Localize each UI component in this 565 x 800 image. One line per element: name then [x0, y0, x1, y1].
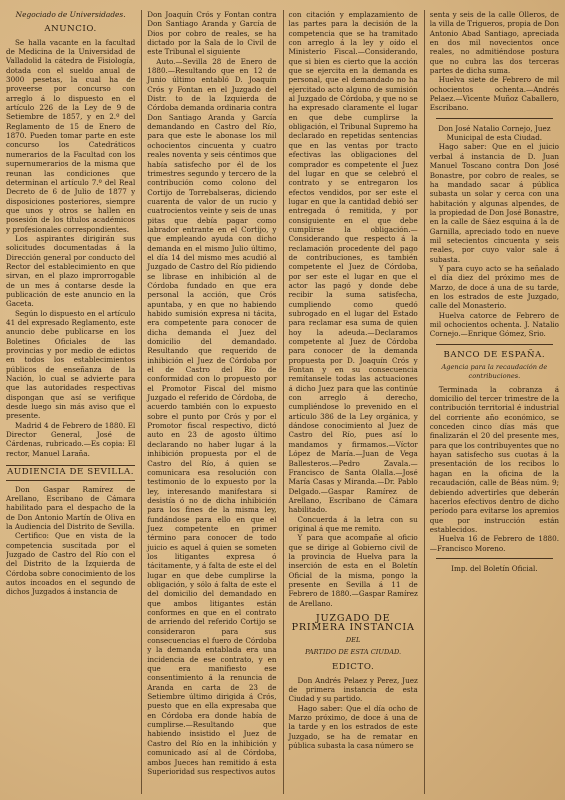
text-paragraph: Y para cuyo acto se ha señalado el día diez del próximo mes de Marzo, de doce á una de su tarde, en los estrados de este Juzgado, calle del Monasterio. — [429, 263, 559, 311]
text-paragraph: con citación y emplazamiento de las partes para la decisión de la competencia que se ha tramitado con arreglo á la ley y oído el Ministerio Fiscal.—Considerando, que si bien es cierto que la acción que se ejercita en la demanda es personal, que el demandado no ha ejercitado acto alguno de sumisión al Juzgado de Córdoba, y que no se ha expresado claramente el lugar en que debe cumplirse la obligación, el Tribunal Supremo ha declarado en repetidas sentencias que en las ventas por tracto efectivas las obligaciones del comprador es competente el Juez del lugar en que se celebró el contrato y se entregaron los efectos vendidos, por ser este el lugar en que la cantidad debió ser entregada ó remitida, y por consiguiente en el que debe cumplirse la obligación.—Considerando que respecto á la reclamación procedente del pago de contribuciones, es también competente el Juez de Córdoba, por ser este el lugar en que el actor las pagó y donde debe recibir la suma satisfecha, cumpliendo como quedó subrogado en el lugar del Estado para reclamar esa suma de quien hoy la adeuda.—Declaramos competente al Juez de Córdoba para conocer de la demanda propuesta por D. Joaquín Crós y Fontan y en su consecuencia remítansele todas las actuaciones á dicho Juez para que las continúe con arreglo á derecho, cumpliéndose lo prevenido en el artículo 386 de la Ley orgánica, y dándose conocimiento al Juez de Castro del Río, pues así lo mandamos y firmamos.—Víctor López de María.—Juan de Vega Ballesteros.—Pedro Zavala.—Francisco de Santa Olalla.—José María Casas y Miranda.—Dr. Pablo Delgado.—Gaspar Ramírez de Arellano, Escribano de Cámara habilitado. — [288, 10, 418, 515]
section-subtitle: DEL — [345, 635, 361, 644]
text-paragraph: Se halla vacante en la facultad de Medicina de la Universidad de Valladolid la cátedra de Fisiología, dotada con el sueldo anual de 3000 pesetas, la cual ha de proveerse por concurso con arreglo á lo dispuesto en el artículo 226 de la Ley de 9 de Setiembre de 1857, y en 2.º del Reglamento de 15 de Enero de 1870. Pueden tomar parte en este concurso los Catedráticos numerarios de la Facultad con los supernumerarios de la misma que reunan las condiciones que determinan el artículo 7.º del Real Decreto de 6 de Julio de 1877 y disposiciones posteriores, siempre que unos y otros se hallen en posesión de los títulos académicos y profesionales correspondientes. — [6, 37, 136, 234]
section-subtitle: PARTIDO DE ESTA CIUDAD. — [305, 648, 402, 657]
section-title: AUDIENCIA DE SEVILLA. — [6, 465, 135, 480]
text-paragraph: Y para que acompañe al oficio que se dirige al Gobierno civil de la provincia de Huelva para la inserción de esta en el Boletín Oficial de la misma, pongo la presente en Sevilla á 11 de Febrero de 1880.—Gaspar Ramírez de Arellano. — [288, 533, 418, 608]
text-paragraph: Hago saber: Que en el juicio verbal á instancia de D. Juan Manuel Toscano contra Don José Bonastre, por cobro de reales, se ha mandado sacar á pública subasta un solar y cerca con una habitación y algunas alpendes, de la propiedad de Don José Bonastre, en la calle de Sáez esquina á la de Garnilla, apreciado todo en nueve mil setecientos cincuenta y seis reales, por cuyo valor sale á subasta. — [429, 142, 559, 264]
text-paragraph: Huelva siete de Febrero de mil ochocientos ochenta.—Andrés Pelaez.—Vicente Muñoz Caballero, Escribano. — [429, 75, 559, 113]
text-paragraph: Concuerda á la letra con su original á que me remito. — [288, 514, 418, 533]
section-title: JUZGADO DE PRIMERA INSTANCIA — [291, 613, 415, 634]
department-heading: Negociado de Universidades. — [15, 10, 126, 19]
notice-heading: Imp. del Boletín Oficial. — [451, 563, 538, 573]
text-paragraph: Madrid 4 de Febrero de 1880. El Director General, José de Cárdenas, rubricado.—Es copia: El rector, Manuel Laraña. — [6, 420, 136, 458]
text-paragraph: Certifico: Que en vista de la competencia suscitada por el Juzgado de Castro del Río con el del Distrito de la Izquierda de Córdoba sobre conocimiento de los autos incoados en el segundo de dichos Juzgados á instancia de — [6, 531, 136, 597]
text-paragraph: Terminada la cobranza á domicilio del tercer trimestre de la contribución territorial é industrial del corriente año económico, se conceden cinco días más que finalizarán el 20 del presente mes, para que los contribuyentes que no hayan satisfecho sus cuotas á la presentación de los recibos lo hagan en la oficina de la recaudación, calle de Béas núm. 9; debiendo advertirles que deberán hacerlos efectivos dentro de dicho período para evitarse los apremios que por instrucción están establecidos. — [429, 384, 559, 534]
text-paragraph: Según lo dispuesto en el artículo 41 del expresado Reglamento, este anuncio debe publicarse en los Boletines Oficiales de las provincias y por medio de edictos en todos los establecimientos públicos de enseñanza de la Nación, lo cual se advierte para que las autoridades respectivas dispongan que así se verifique desde luego sin más aviso que el presente. — [6, 308, 136, 421]
section-divider — [436, 118, 553, 119]
text-paragraph: Los aspirantes dirigirán sus solicitudes documentadas á la Dirección general por conducto del Rector del establecimiento en que sirvan, en el plazo improrrogable de un mes á contarse desde la publicación de este anuncio en la Gaceta. — [6, 233, 136, 309]
column-1 — [6, 10, 135, 794]
text-paragraph: Huelva catorce de Febrero de mil ochocientos ochenta. J. Natalio Cornejo.—Enrique Gómez, Srio. — [429, 310, 559, 339]
column-3 — [283, 10, 418, 794]
column-2 — [141, 10, 276, 794]
text-paragraph: Hago saber: Que el día ocho de Marzo próximo, de doce á una de la tarde y en los estrados de este Juzgado, se ha de rematar en pública subasta la casa número se — [288, 703, 418, 751]
section-title: ANUNCIO. — [44, 24, 97, 35]
section-title: BANCO DE ESPAÑA. — [443, 349, 546, 360]
columns — [6, 10, 559, 794]
section-subtitle: Agencia para la recaudación de contribuciones. — [441, 363, 548, 381]
text-paragraph: Don Andrés Pelaez y Perez, Juez de primera instancia de esta Ciudad y su partido. — [288, 675, 418, 704]
text-paragraph: Don Gaspar Ramírez de Arellano, Escribano de Cámara habilitado para el despacho de la de Don Antonio Martín de Oliva en la Audiencia del Distrito de Sevilla. — [6, 484, 136, 531]
notice-heading: Don José Natalio Cornejo, Juez Municipal de esta Ciudad. — [438, 123, 551, 143]
column-4 — [424, 10, 559, 794]
section-title: EDICTO. — [331, 662, 375, 673]
text-paragraph: Don Joaquín Crós y Fontan contra Don Santiago Aranda y García de Dios por cobro de reales, se ha dictado por la Sala de lo Civil de este Tribunal el siguiente — [147, 10, 277, 57]
text-paragraph: Huelva 16 de Febrero de 1880.—Francisco Moreno. — [429, 534, 559, 553]
text-paragraph: senta y seis de la calle Olleros, de la villa de Trigueros, propia de Don Antonio Abad Santiago, apreciada en dos mil novecientos once reales, no admitiéndose postura que no cubra las dos terceras partes de dicha suma. — [429, 10, 559, 76]
text-paragraph: Auto.—Sevilla 28 de Enero de 1880.—Resultando que en 12 de Junio último entabló D. Joaquín Crós y Fontan en el Juzgado del Distr. to de la Izquierda de Córdoba demanda ordinaria contra Don Santiago Aranda y García demandando en Castro del Río, para que este le abonase los mil ochocientos cincuenta y cuatro reales noventa y seis céntimos que había satisfecho por él de los trimestres segundo y tercero de la contribución como colono del Cortijo de Torrebalseras, diciendo cuarenta de valor de un rucio y cuatrocientos veinte y seis de unas pitas que debía pagar como labrador entrante en el Cortijo, y que empleando ayuda con dicho demanda en el mismo Julio último, el día 14 del mismo mes acudió al Juzgado de Castro del Río pidiendo se librase en inhibición al de Córdoba fundado en que era personal la acción, que Crós apuntaba, y en que no habiendo habido sumisión expresa ni tácita, era competente para conocer de dicha demanda el Juez del domicilio del demandado. Resultando que requerido de inhibición el Juez de Córdoba por el de Castro del Río de conformidad con lo propuesto por el Promotor Fiscal del mismo Juzgado el referido de Córdoba, de acuerdo también con lo expuesto sobre el punto por Crós y por el Promotor fiscal respectivo, dictó auto en 23 de agosto último declarando no haber lugar á la inhibición propuesta por el de Castro del Río, á quien se comunicara esa resolución con testimonio de lo expuesto por la ley, interesando manifestara si desistía ó no de dicha inhibición para los fines de la misma ley, fundándose para ello en que el Juez competente en primer término para conocer de todo juicio es aquel á quien se someten los litigantes expresa ó tácitamente, y á falta de este el del lugar en que debe cumplirse la obligación, y sólo á falta de este el del domicilio del demandado en que ambos litigantes están conformes en que en el contrato de arriendo del referido Cortijo se consideraron para sus consecuencias el fuero de Córdoba y la demanda entablada era una incidencia de ese contrato, y en que era manifiesto ese consentimiento á la renuncia de Aranda en carta de 23 de Setiembre último dirigida á Crós, puesto que en ella expresaba que en Córdoba era donde había de cumplirse.—Resultando que habiendo insistido el Juez de Castro del Río en la inhibición y comunicado así al de Córdoba, ambos Jueces han remitido á esta Superioridad sus respectivos autos — [147, 56, 277, 776]
section-divider — [436, 558, 553, 559]
section-divider — [436, 344, 553, 345]
